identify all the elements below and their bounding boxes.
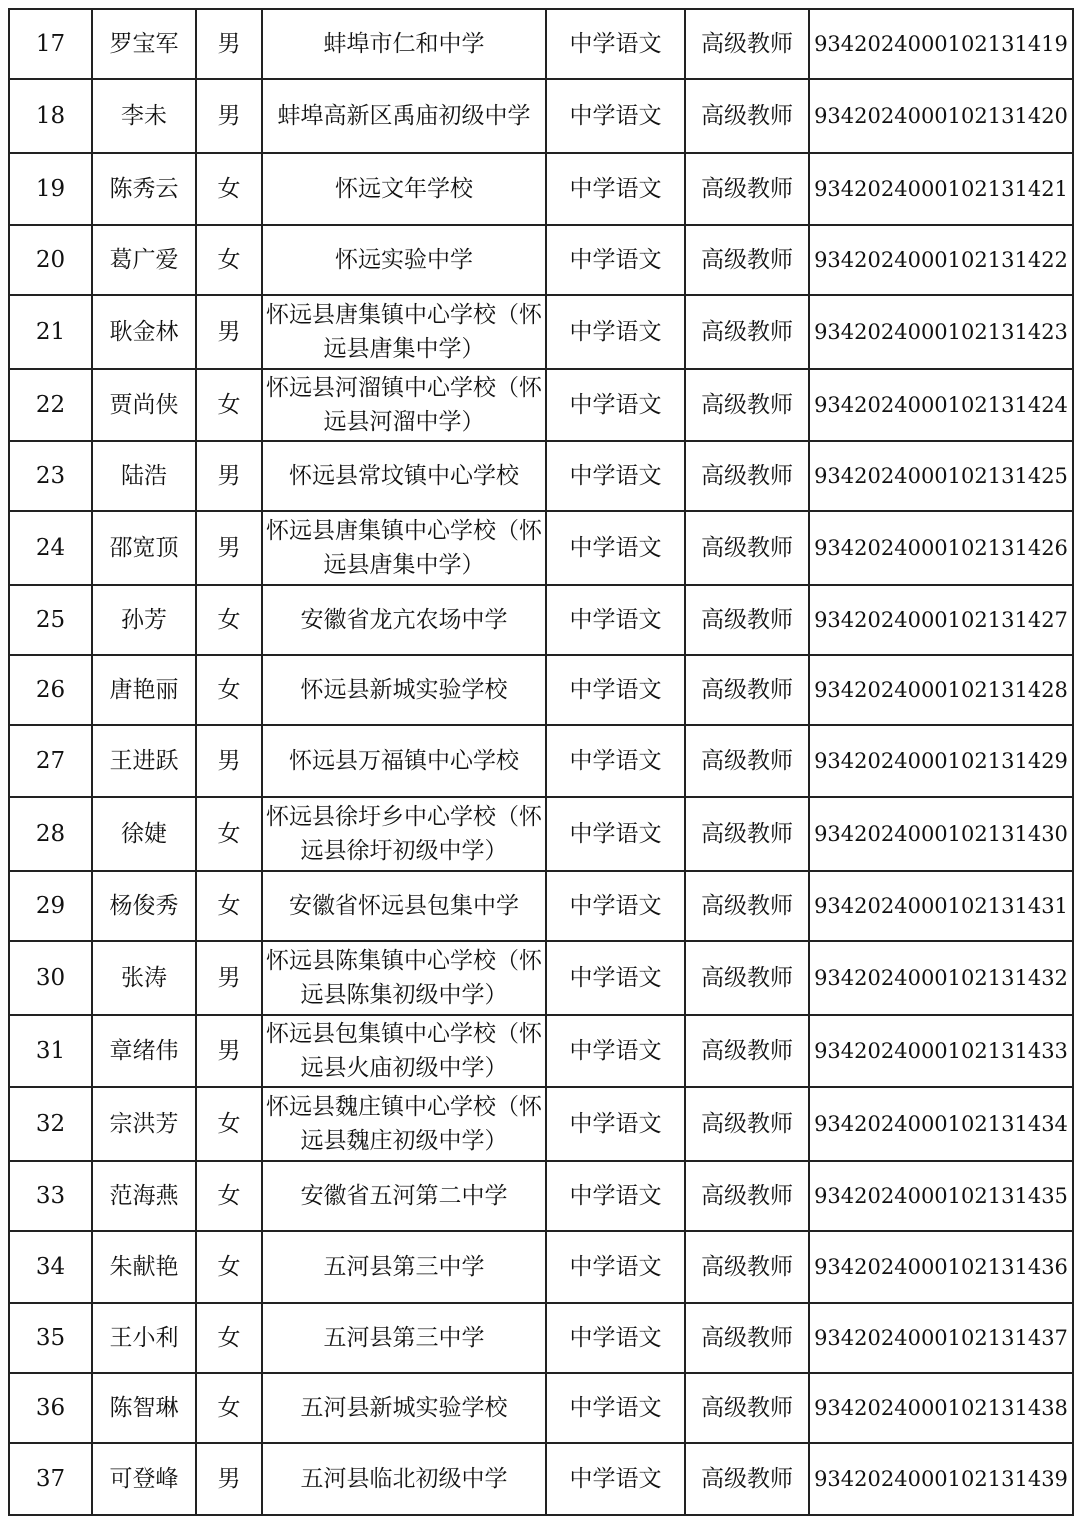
row-number: 34 [9, 1231, 92, 1303]
table-row [9, 797, 1073, 871]
teacher-name: 王进跃 [92, 725, 196, 797]
teacher-name: 徐婕 [92, 797, 196, 871]
professional-title: 高级教师 [685, 941, 809, 1015]
professional-title: 高级教师 [685, 585, 809, 655]
teacher-name: 陆浩 [92, 441, 196, 511]
row-number: 29 [9, 871, 92, 941]
roster-body [9, 9, 1073, 1515]
school-name: 怀远县徐圩乡中心学校（怀远县徐圩初级中学） [262, 797, 546, 871]
gender: 女 [196, 871, 262, 941]
teacher-name: 耿金林 [92, 295, 196, 369]
table-row [9, 1231, 1073, 1303]
subject: 中学语文 [546, 655, 685, 725]
teacher-name: 邵宽顶 [92, 511, 196, 585]
certificate-number: 9342024000102131430 [809, 797, 1073, 871]
table-row [9, 441, 1073, 511]
row-number: 23 [9, 441, 92, 511]
certificate-number: 9342024000102131422 [809, 225, 1073, 295]
certificate-number: 9342024000102131432 [809, 941, 1073, 1015]
subject: 中学语文 [546, 225, 685, 295]
gender: 女 [196, 585, 262, 655]
gender: 女 [196, 225, 262, 295]
subject: 中学语文 [546, 441, 685, 511]
certificate-number: 9342024000102131421 [809, 153, 1073, 225]
table-row [9, 1443, 1073, 1515]
gender: 男 [196, 1015, 262, 1087]
subject: 中学语文 [546, 369, 685, 441]
certificate-number: 9342024000102131428 [809, 655, 1073, 725]
gender: 女 [196, 153, 262, 225]
professional-title: 高级教师 [685, 511, 809, 585]
school-name: 安徽省龙亢农场中学 [262, 585, 546, 655]
subject: 中学语文 [546, 941, 685, 1015]
professional-title: 高级教师 [685, 369, 809, 441]
school-name: 怀远县陈集镇中心学校（怀远县陈集初级中学） [262, 941, 546, 1015]
teacher-name: 章绪伟 [92, 1015, 196, 1087]
certificate-number: 9342024000102131427 [809, 585, 1073, 655]
school-name: 怀远县唐集镇中心学校（怀远县唐集中学） [262, 295, 546, 369]
row-number: 18 [9, 79, 92, 153]
school-name: 蚌埠高新区禹庙初级中学 [262, 79, 546, 153]
teacher-name: 朱献艳 [92, 1231, 196, 1303]
certificate-number: 9342024000102131436 [809, 1231, 1073, 1303]
certificate-number: 9342024000102131424 [809, 369, 1073, 441]
row-number: 33 [9, 1161, 92, 1231]
subject: 中学语文 [546, 295, 685, 369]
school-name: 五河县第三中学 [262, 1231, 546, 1303]
subject: 中学语文 [546, 1443, 685, 1515]
subject: 中学语文 [546, 725, 685, 797]
teacher-name: 罗宝军 [92, 9, 196, 79]
table-row [9, 1373, 1073, 1443]
professional-title: 高级教师 [685, 655, 809, 725]
row-number: 35 [9, 1303, 92, 1373]
gender: 女 [196, 1087, 262, 1161]
certificate-number: 9342024000102131426 [809, 511, 1073, 585]
subject: 中学语文 [546, 1373, 685, 1443]
gender: 男 [196, 725, 262, 797]
certificate-number: 9342024000102131438 [809, 1373, 1073, 1443]
subject: 中学语文 [546, 1015, 685, 1087]
certificate-number: 9342024000102131435 [809, 1161, 1073, 1231]
subject: 中学语文 [546, 871, 685, 941]
school-name: 五河县新城实验学校 [262, 1373, 546, 1443]
gender: 女 [196, 1161, 262, 1231]
row-number: 32 [9, 1087, 92, 1161]
certificate-number: 9342024000102131425 [809, 441, 1073, 511]
subject: 中学语文 [546, 1087, 685, 1161]
row-number: 37 [9, 1443, 92, 1515]
school-name: 安徽省怀远县包集中学 [262, 871, 546, 941]
subject: 中学语文 [546, 797, 685, 871]
teacher-name: 王小利 [92, 1303, 196, 1373]
row-number: 36 [9, 1373, 92, 1443]
subject: 中学语文 [546, 1303, 685, 1373]
row-number: 20 [9, 225, 92, 295]
professional-title: 高级教师 [685, 1443, 809, 1515]
table-row [9, 369, 1073, 441]
subject: 中学语文 [546, 79, 685, 153]
table-row [9, 1303, 1073, 1373]
school-name: 怀远县常坟镇中心学校 [262, 441, 546, 511]
table-row [9, 725, 1073, 797]
professional-title: 高级教师 [685, 725, 809, 797]
teacher-roster-table [8, 8, 1074, 1516]
professional-title: 高级教师 [685, 1303, 809, 1373]
professional-title: 高级教师 [685, 153, 809, 225]
teacher-name: 葛广爱 [92, 225, 196, 295]
teacher-name: 贾尚侠 [92, 369, 196, 441]
school-name: 五河县临北初级中学 [262, 1443, 546, 1515]
professional-title: 高级教师 [685, 1373, 809, 1443]
certificate-number: 9342024000102131429 [809, 725, 1073, 797]
table-row [9, 871, 1073, 941]
professional-title: 高级教师 [685, 797, 809, 871]
teacher-name: 张涛 [92, 941, 196, 1015]
school-name: 怀远县魏庄镇中心学校（怀远县魏庄初级中学） [262, 1087, 546, 1161]
row-number: 30 [9, 941, 92, 1015]
certificate-number: 9342024000102131423 [809, 295, 1073, 369]
table-row [9, 655, 1073, 725]
subject: 中学语文 [546, 9, 685, 79]
row-number: 17 [9, 9, 92, 79]
teacher-name: 杨俊秀 [92, 871, 196, 941]
professional-title: 高级教师 [685, 441, 809, 511]
table-row [9, 1161, 1073, 1231]
table-row [9, 1015, 1073, 1087]
table-row [9, 9, 1073, 79]
school-name: 怀远文年学校 [262, 153, 546, 225]
teacher-name: 孙芳 [92, 585, 196, 655]
professional-title: 高级教师 [685, 9, 809, 79]
row-number: 22 [9, 369, 92, 441]
teacher-name: 陈秀云 [92, 153, 196, 225]
school-name: 安徽省五河第二中学 [262, 1161, 546, 1231]
school-name: 怀远县万福镇中心学校 [262, 725, 546, 797]
school-name: 怀远县唐集镇中心学校（怀远县唐集中学） [262, 511, 546, 585]
row-number: 19 [9, 153, 92, 225]
gender: 男 [196, 441, 262, 511]
row-number: 31 [9, 1015, 92, 1087]
professional-title: 高级教师 [685, 225, 809, 295]
gender: 男 [196, 1443, 262, 1515]
school-name: 蚌埠市仁和中学 [262, 9, 546, 79]
subject: 中学语文 [546, 1231, 685, 1303]
professional-title: 高级教师 [685, 79, 809, 153]
gender: 男 [196, 9, 262, 79]
gender: 女 [196, 655, 262, 725]
school-name: 怀远实验中学 [262, 225, 546, 295]
professional-title: 高级教师 [685, 1015, 809, 1087]
teacher-name: 范海燕 [92, 1161, 196, 1231]
certificate-number: 9342024000102131419 [809, 9, 1073, 79]
subject: 中学语文 [546, 585, 685, 655]
row-number: 27 [9, 725, 92, 797]
table-row [9, 153, 1073, 225]
subject: 中学语文 [546, 511, 685, 585]
gender: 女 [196, 1303, 262, 1373]
professional-title: 高级教师 [685, 1087, 809, 1161]
table-row [9, 941, 1073, 1015]
professional-title: 高级教师 [685, 1161, 809, 1231]
gender: 女 [196, 1231, 262, 1303]
table-row [9, 79, 1073, 153]
row-number: 24 [9, 511, 92, 585]
row-number: 21 [9, 295, 92, 369]
row-number: 28 [9, 797, 92, 871]
certificate-number: 9342024000102131437 [809, 1303, 1073, 1373]
gender: 男 [196, 511, 262, 585]
table-row [9, 295, 1073, 369]
table-row [9, 511, 1073, 585]
teacher-name: 陈智琳 [92, 1373, 196, 1443]
certificate-number: 9342024000102131433 [809, 1015, 1073, 1087]
school-name: 五河县第三中学 [262, 1303, 546, 1373]
school-name: 怀远县包集镇中心学校（怀远县火庙初级中学） [262, 1015, 546, 1087]
teacher-name: 宗洪芳 [92, 1087, 196, 1161]
teacher-name: 李未 [92, 79, 196, 153]
certificate-number: 9342024000102131434 [809, 1087, 1073, 1161]
subject: 中学语文 [546, 1161, 685, 1231]
table-row [9, 1087, 1073, 1161]
row-number: 26 [9, 655, 92, 725]
professional-title: 高级教师 [685, 295, 809, 369]
school-name: 怀远县河溜镇中心学校（怀远县河溜中学） [262, 369, 546, 441]
table-row [9, 585, 1073, 655]
subject: 中学语文 [546, 153, 685, 225]
gender: 男 [196, 79, 262, 153]
teacher-name: 唐艳丽 [92, 655, 196, 725]
teacher-name: 可登峰 [92, 1443, 196, 1515]
gender: 女 [196, 797, 262, 871]
professional-title: 高级教师 [685, 1231, 809, 1303]
row-number: 25 [9, 585, 92, 655]
gender: 男 [196, 941, 262, 1015]
certificate-number: 9342024000102131420 [809, 79, 1073, 153]
gender: 女 [196, 1373, 262, 1443]
school-name: 怀远县新城实验学校 [262, 655, 546, 725]
certificate-number: 9342024000102131431 [809, 871, 1073, 941]
professional-title: 高级教师 [685, 871, 809, 941]
gender: 女 [196, 369, 262, 441]
certificate-number: 9342024000102131439 [809, 1443, 1073, 1515]
gender: 男 [196, 295, 262, 369]
table-row [9, 225, 1073, 295]
